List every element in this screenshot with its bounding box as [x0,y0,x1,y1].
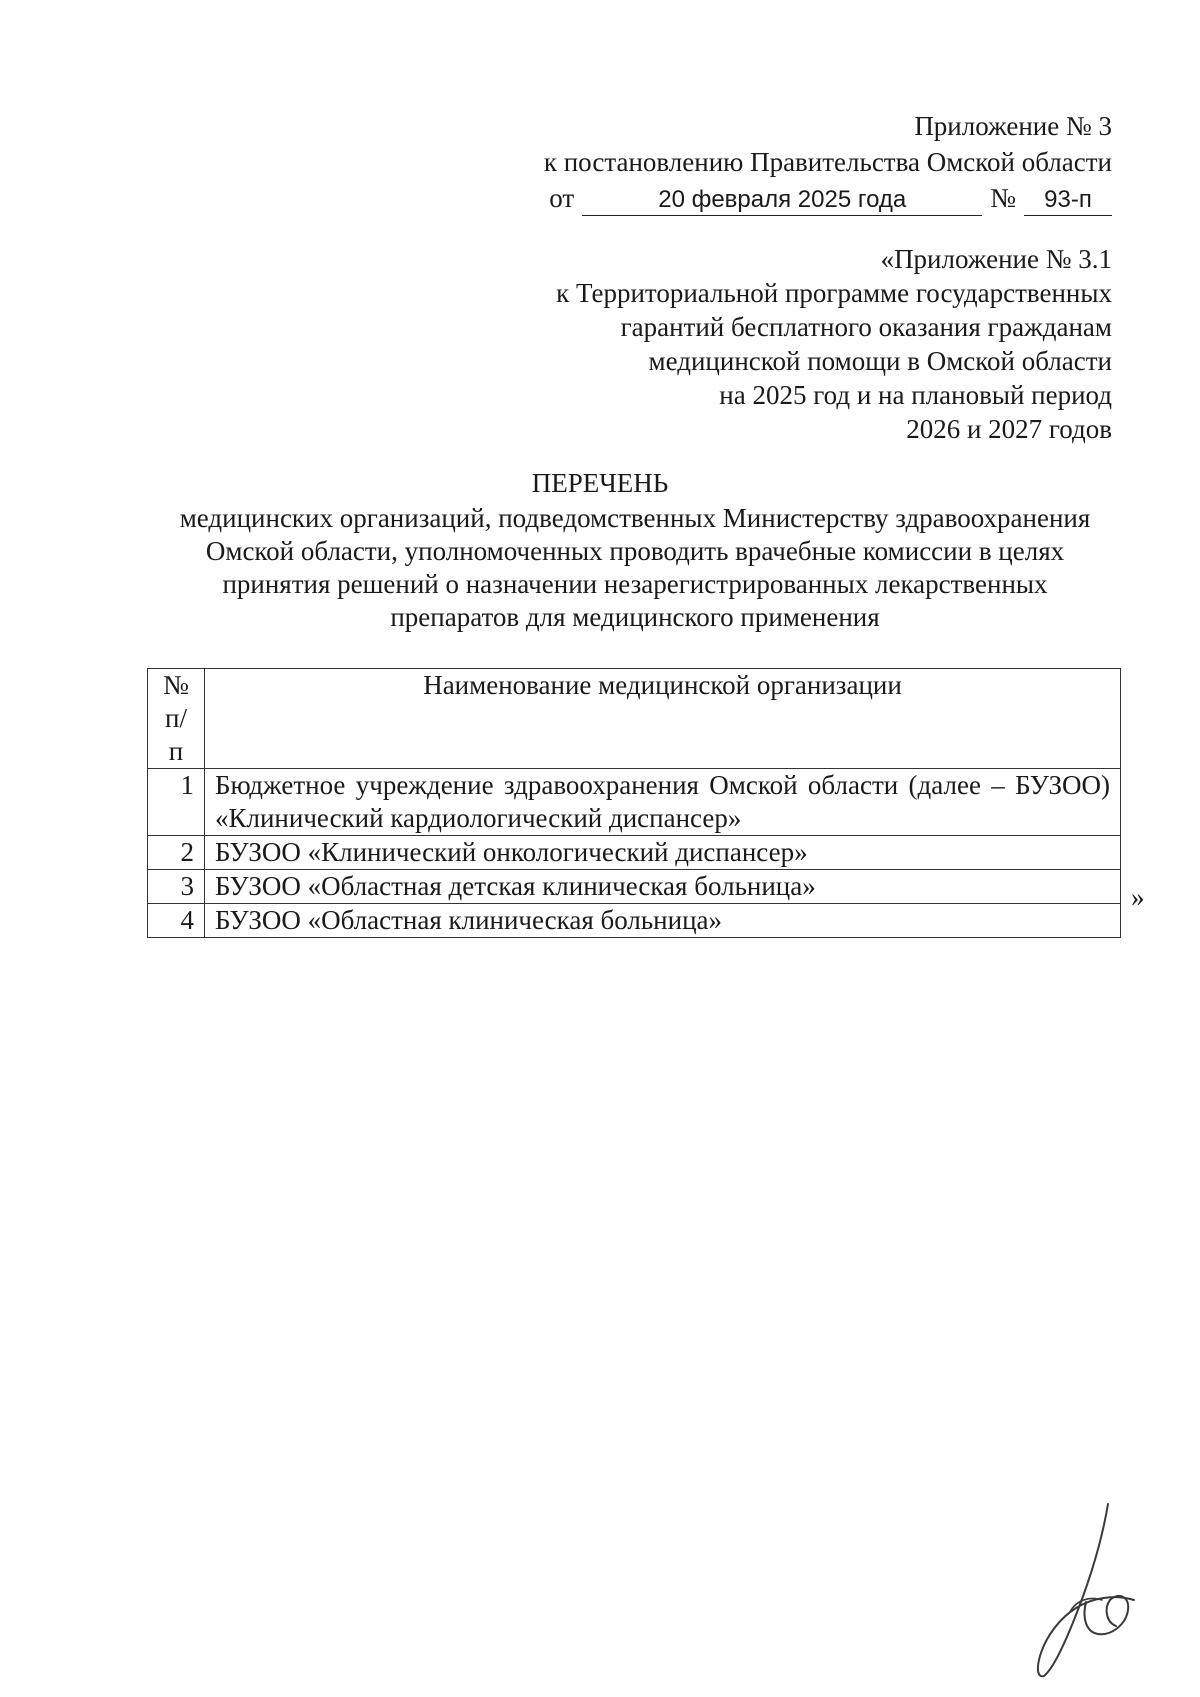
resolution-line: к постановлению Правительства Омской области [543,147,1112,177]
table-row [148,904,1121,938]
resolution-date: 20 февраля 2025 года [582,185,982,216]
annex-line: медицинской помощи в Омской области [648,346,1112,376]
row-num: 4 [148,904,205,938]
row-num: 3 [148,870,205,904]
from-label: от [549,183,575,213]
annex-line: на 2025 год и на плановый период [719,380,1112,410]
row-name: Бюджетное учреждение здравоохранения Омской области (далее – БУЗОО) «Клинический кардиологический диспансер» [205,769,1121,836]
annex-line: 2026 и 2027 годов [906,414,1112,444]
row-num: 1 [148,769,205,836]
table-row [148,769,1121,836]
annex-line: «Приложение № 3.1 [880,244,1112,274]
handwritten-signature [1030,1500,1150,1680]
table-row [148,836,1121,870]
row-name: БУЗОО «Областная клиническая больница» [205,904,1121,938]
subtitle-line: принятия решений о назначении незарегистрированных лекарственных [222,569,1048,599]
resolution-reference [544,108,1112,216]
table-header-row [148,669,1121,769]
row-num: 2 [148,836,205,870]
closing-quote: » [1131,882,1145,912]
row-name: БУЗОО «Областная детская клиническая больница» [205,870,1121,904]
header-name: Наименование медицинской организации [205,669,1121,769]
header-num: № п/п [148,669,205,769]
subtitle-line: медицинских организаций, подведомственных Министерству здравоохранения [179,503,1091,533]
subtitle-line: Омской области, уполномоченных проводить врачебные комиссии в целях [205,536,1065,566]
date-number-line [544,180,1112,216]
resolution-number: 93-п [1024,185,1112,216]
number-label: № [990,183,1016,213]
list-heading: ПЕРЕЧЕНЬ [531,468,669,498]
annex-reference [556,242,1112,446]
row-name: БУЗОО «Клинический онкологический диспансер» [205,836,1121,870]
annex-line: гарантий бесплатного оказания гражданам [620,312,1112,342]
subtitle-line: препаратов для медицинского применения [390,602,880,632]
annex-title: Приложение № 3 [914,111,1112,141]
organizations-table [147,668,1121,938]
table-row [148,870,1121,904]
annex-line: к Территориальной программе государственных [556,278,1112,308]
list-subtitle [150,502,1120,634]
